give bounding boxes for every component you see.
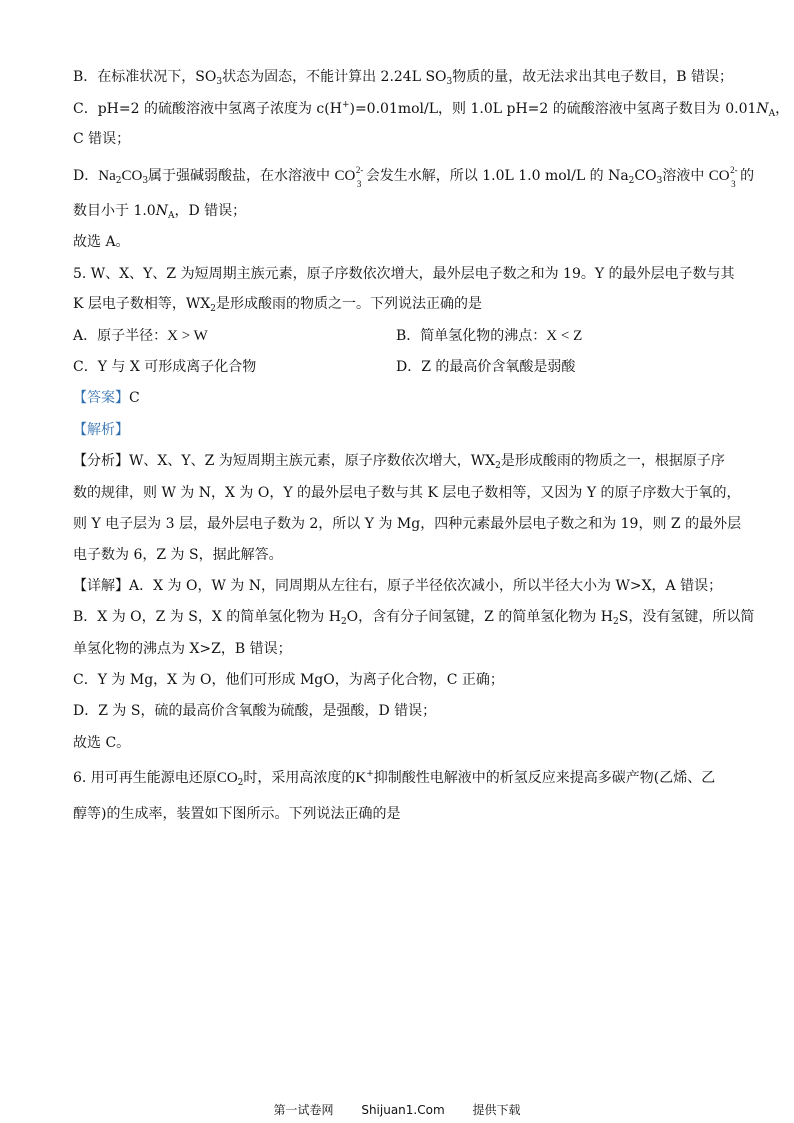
explanation-b-line: B．在标准状况下，$SO_3$状态为固态，不能计算出 2.24L $SO_3$物质的量，故无法求出其电子数目，B 错误； [73,69,734,87]
option-c: C．Y 与 X 可形成离子化合物 [73,359,257,375]
detail-d: D．Z 为 S，硫的最高价含氧酸为硫酸，是强酸，D 错误； [73,703,437,719]
answer-line [73,388,140,408]
question-6-line-1: 6. 用可再生能源电还原$CO_2$时，采用高浓度的K+抑制酸性电解液中的析氢反应来提高多碳产物(乙烯、乙 [73,769,716,788]
fenxi-line-2: 数的规律，则 W 为 N，X 为 O，Y 的最外层电子数与其 K 层电子数相等，又因为 Y 的原子序数大于氧的， [73,485,741,501]
answer-value: C [129,390,140,406]
detail-c: C．Y 为 Mg，X 为 O，他们可形成 MgO，为离子化合物，C 正确； [73,672,504,688]
analysis-tag: 【解析】 [73,422,129,438]
explanation-d-line-1: D．$Na_2CO_3$属于强碱弱酸盐，在水溶液中 CO 3 2- 会发生水解，所以 1.0L 1.0 mol/L 的 $Na_2CO_3$溶液中 CO 3 2- 的 [73,165,755,189]
detail-a: 【详解】A．X 为 O，W 为 N，同周期从左往右，原子半径依次减小，所以半径大小为 W>X，A 错误； [73,578,723,594]
question-6-line-2: 醇等)的生成率，装置如下图所示。下列说法正确的是 [73,806,401,822]
question-5-line-1: 5. W、X、Y、Z 为短周期主族元素，原子序数依次增大，最外层电子数之和为 19。Y 的最外层电子数与其 [73,266,735,282]
carbonate-ion: CO 3 2- [708,165,738,189]
option-a: A．原子半径：X > W [73,328,208,344]
option-b: B．简单氢化物的沸点：X < Z [396,328,583,344]
option-d: D．Z 的最高价含氧酸是弱酸 [396,359,576,375]
carbonate-ion: CO 3 2- [334,165,364,189]
question-5-line-2: K 层电子数相等，$WX_2$是形成酸雨的物质之一。下列说法正确的是 [73,296,482,314]
fenxi-line-1: 【分析】W、X、Y、Z 为短周期主族元素，原子序数依次增大，$WX_2$是形成酸雨的物质之一，根据原子序 [73,453,725,471]
answer-previous: 故选 A。 [73,234,130,250]
fenxi-line-4: 电子数为 6，Z 为 S，据此解答。 [73,547,283,563]
detail-b-line-1: B．X 为 O，Z 为 S，X 的简单氢化物为 $H_2O$，含有分子间氢键，Z 的简单氢化物为 $H_2S$，没有氢键，所以简 [73,609,755,627]
explanation-c-line-2: C 错误； [73,131,131,147]
explanation-c-line-1: C．pH=2 的硫酸溶液中氢离子浓度为 c(H+)=0.01mol/L，则 1.0L pH=2 的硫酸溶液中氢离子数目为 $0.01N_A$， [73,100,790,119]
answer-q5: 故选 C。 [73,735,131,751]
answer-tag: 【答案】 [73,390,129,406]
footer-site-name: 第一试卷网 [273,1103,334,1117]
detail-b-line-2: 单氢化物的沸点为 X>Z，B 错误； [73,641,292,657]
fenxi-line-3: 则 Y 电子层为 3 层，最外层电子数为 2，所以 Y 为 Mg，四种元素最外层电子数之和为 19，则 Z 的最外层 [73,516,742,532]
page-footer [0,1101,794,1118]
footer-download: 提供下载 [472,1103,521,1117]
explanation-d-line-2: 数目小于 $1.0N_A$，D 错误； [73,203,247,221]
footer-site-url[interactable]: Shijuan1.Com [361,1103,445,1117]
